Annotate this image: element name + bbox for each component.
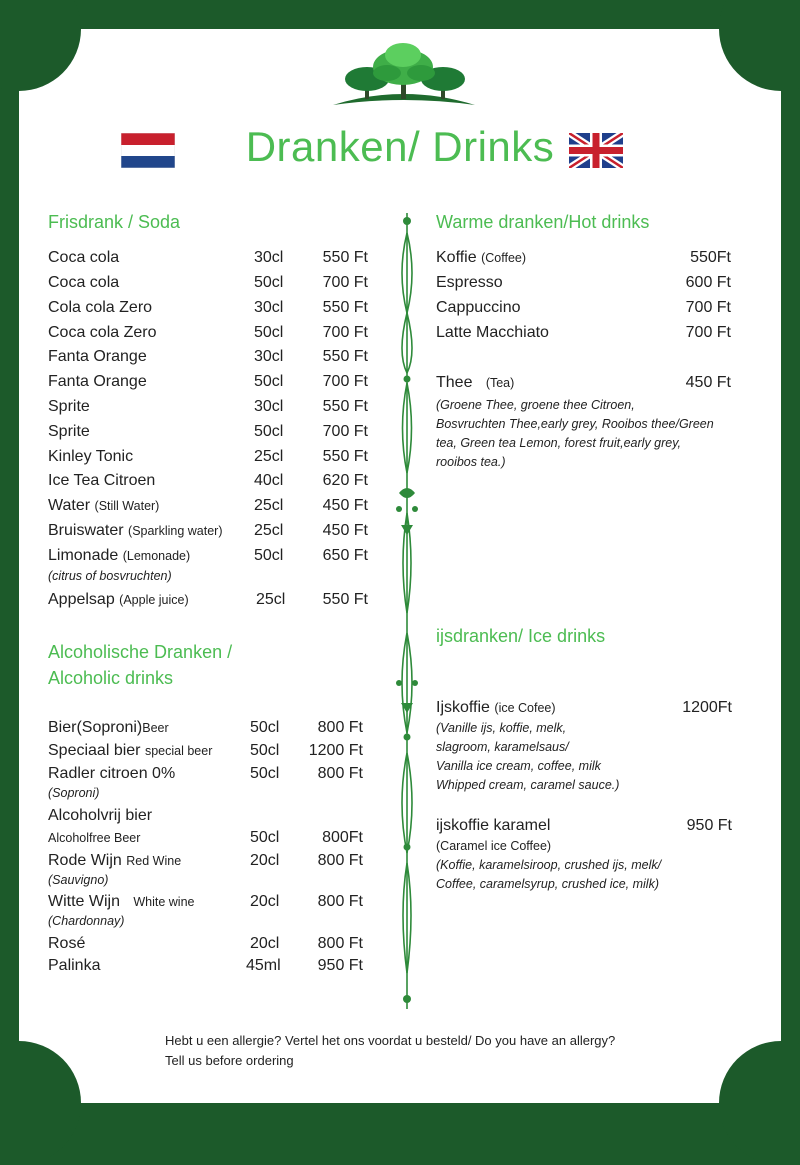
item-size: 50cl	[250, 765, 280, 782]
item-name-group	[48, 764, 175, 784]
item-price: 800 Ft	[317, 893, 363, 910]
desc-line: Whipped cream, caramel sauce.)	[436, 778, 620, 792]
item-name-group	[48, 828, 140, 848]
item-name-group	[436, 248, 526, 268]
item-name: Water	[48, 497, 91, 514]
item-name: Bier(Soproni)	[48, 719, 143, 736]
hot-section-title: Warme dranken/Hot drinks	[436, 212, 650, 232]
item-size: 25cl	[254, 522, 284, 539]
item-size: 50cl	[254, 274, 284, 291]
item-name-group	[48, 447, 133, 467]
item-name-group	[48, 496, 159, 516]
item-price: 800 Ft	[317, 765, 363, 782]
item-price: 550 Ft	[322, 348, 368, 365]
item-price: 450 Ft	[322, 497, 368, 514]
corner-decoration	[719, 0, 800, 91]
item-price: 550 Ft	[322, 398, 368, 415]
item-name: Sprite	[48, 398, 90, 415]
corner-decoration	[719, 1041, 800, 1165]
item-price: 1200 Ft	[308, 742, 363, 759]
item-price: 600 Ft	[685, 274, 731, 291]
item-name-group	[48, 741, 212, 761]
soda-section-title: Frisdrank / Soda	[48, 212, 181, 232]
item-name-group	[48, 590, 189, 610]
item-price: 700 Ft	[322, 324, 368, 341]
menu-page	[19, 29, 781, 1103]
item-note: (Still Water)	[94, 499, 160, 513]
desc-line: Vanilla ice cream, coffee, milk	[436, 759, 601, 773]
allergy-notice	[165, 1031, 615, 1070]
item-size: 20cl	[250, 852, 280, 869]
item-name: Thee	[436, 374, 473, 391]
item-subnote: (Soproni)	[48, 786, 100, 800]
item-name: Fanta Orange	[48, 348, 147, 365]
item-name: Rosé	[48, 935, 86, 952]
item-name-group	[48, 372, 147, 392]
item-name-group	[48, 347, 147, 367]
item-name-group	[48, 471, 155, 491]
item-size: 50cl	[254, 547, 284, 564]
item-note: special beer	[144, 744, 213, 758]
item-size: 20cl	[250, 893, 280, 910]
item-name: Limonade	[48, 547, 119, 564]
item-name-group	[48, 323, 157, 343]
desc-line: slagroom, karamelsaus/	[436, 740, 569, 754]
item-name-group	[48, 422, 90, 442]
item-note: (Sparkling water)	[128, 524, 223, 538]
item-name-group	[48, 851, 181, 871]
desc-line: (Groene Thee, groene thee Citroen,	[436, 398, 635, 412]
item-price: 800 Ft	[317, 719, 363, 736]
item-price: 550 Ft	[322, 591, 368, 608]
desc-line: rooibos tea.)	[436, 455, 506, 469]
item-size: 30cl	[254, 299, 284, 316]
item-size: 30cl	[254, 398, 284, 415]
item-name-group	[48, 718, 169, 738]
tea-description	[436, 396, 746, 472]
alcohol-title-line1: Alcoholische Dranken /	[48, 642, 233, 662]
item-price: 800 Ft	[317, 935, 363, 952]
item-name: Coca cola	[48, 249, 120, 266]
item-price: 700 Ft	[322, 423, 368, 440]
item-name: Appelsap	[48, 591, 115, 608]
item-name: Bruiswater	[48, 522, 124, 539]
item-size: 30cl	[254, 249, 284, 266]
tree-logo	[331, 39, 477, 109]
ice-section-title: ijsdranken/ Ice drinks	[436, 626, 606, 646]
item-name: Coca cola Zero	[48, 324, 157, 341]
item-name: Cappuccino	[436, 299, 521, 316]
item-price: 1200Ft	[682, 699, 732, 716]
ice-coffee-caramel-description	[436, 856, 736, 894]
item-name: Alcoholvrij bier	[48, 807, 153, 824]
item-subnote: (citrus of bosvruchten)	[48, 569, 172, 583]
item-name: Coca cola	[48, 274, 120, 291]
item-name-group	[48, 298, 152, 318]
desc-line: tea, Green tea Lemon, forest fruit,early grey,	[436, 436, 682, 450]
desc-line: (Vanille ijs, koffie, melk,	[436, 721, 567, 735]
item-name-group	[436, 298, 521, 318]
item-note: Beer	[142, 721, 169, 735]
item-price: 450 Ft	[685, 374, 731, 391]
item-name-group	[48, 934, 85, 954]
item-price: 450 Ft	[322, 522, 368, 539]
item-name: Cola cola Zero	[48, 299, 153, 316]
item-name: Palinka	[48, 957, 101, 974]
ice-coffee-description	[436, 719, 736, 795]
item-note: (Lemonade)	[122, 549, 191, 563]
item-subnote: (Sauvigno)	[48, 873, 109, 887]
item-price: 550 Ft	[322, 448, 368, 465]
item-name: Alcoholfree Beer	[48, 831, 141, 845]
item-name-group	[48, 397, 90, 417]
item-price: 550 Ft	[322, 299, 368, 316]
item-price: 620 Ft	[322, 472, 368, 489]
item-price: 800 Ft	[317, 852, 363, 869]
item-name-group	[48, 892, 194, 912]
desc-line: Bosvruchten Thee,early grey, Rooibos thee/Green	[436, 417, 714, 431]
item-name: Ijskoffie	[436, 699, 490, 716]
item-name: ijskoffie karamel	[436, 817, 551, 834]
item-size: 45ml	[246, 957, 281, 974]
item-note: (Coffee)	[481, 251, 527, 265]
item-name: Fanta Orange	[48, 373, 147, 390]
item-subnote: (Chardonnay)	[48, 914, 125, 928]
item-name: Kinley Tonic	[48, 448, 134, 465]
item-price: 700 Ft	[685, 299, 731, 316]
item-name-group	[48, 956, 100, 976]
footer-line: Hebt u een allergie? Vertel het ons voordat u besteld/ Do you have an allergy?	[165, 1033, 616, 1048]
item-note: (Tea)	[485, 376, 515, 390]
item-price: 700 Ft	[685, 324, 731, 341]
corner-decoration	[0, 1041, 81, 1165]
item-size: 20cl	[250, 935, 280, 952]
item-name-group	[48, 546, 190, 566]
item-note: (Apple juice)	[119, 593, 189, 607]
item-price: 950 Ft	[686, 817, 732, 834]
item-name: Latte Macchiato	[436, 324, 549, 341]
item-name: Espresso	[436, 274, 503, 291]
item-price: 550Ft	[690, 249, 731, 266]
item-price: 700 Ft	[322, 373, 368, 390]
item-price: 800Ft	[322, 829, 363, 846]
item-name-group	[436, 323, 549, 343]
item-name: Ice Tea Citroen	[48, 472, 156, 489]
item-size: 25cl	[254, 497, 284, 514]
item-name-group	[48, 521, 223, 541]
item-size: 50cl	[254, 324, 284, 341]
item-name: Radler citroen 0%	[48, 765, 176, 782]
alcohol-section-title	[48, 639, 232, 691]
alcohol-title-line2: Alcoholic drinks	[48, 668, 174, 688]
item-name: Witte Wijn	[48, 893, 120, 910]
page-title: Dranken/ Drinks	[245, 123, 555, 170]
item-size: 50cl	[254, 373, 284, 390]
item-size: 25cl	[256, 591, 286, 608]
ornamental-divider	[393, 213, 421, 1009]
item-name-group	[48, 273, 119, 293]
item-name-group	[48, 806, 152, 826]
item-size: 50cl	[250, 719, 280, 736]
item-name: Koffie	[436, 249, 477, 266]
item-size: 40cl	[254, 472, 284, 489]
item-price: 650 Ft	[322, 547, 368, 564]
item-price: 550 Ft	[322, 249, 368, 266]
item-note: (ice Cofee)	[494, 701, 556, 715]
item-size: 50cl	[250, 742, 280, 759]
item-name-group	[436, 273, 503, 293]
item-size: 25cl	[254, 448, 284, 465]
item-price: 700 Ft	[322, 274, 368, 291]
item-price: 950 Ft	[317, 957, 363, 974]
item-size: 50cl	[254, 423, 284, 440]
item-name-group	[48, 248, 119, 268]
desc-line: Coffee, caramelsyrup, crushed ice, milk)	[436, 877, 659, 891]
item-name: Sprite	[48, 423, 90, 440]
footer-line: Tell us before ordering	[165, 1052, 294, 1068]
item-size: 30cl	[254, 348, 284, 365]
item-note: White wine	[133, 895, 195, 909]
item-name: Rode Wijn	[48, 852, 122, 869]
item-name: Speciaal bier	[48, 742, 141, 759]
item-note: Red Wine	[126, 854, 182, 868]
desc-line: (Koffie, karamelsiroop, crushed ijs, melk/	[436, 858, 662, 872]
corner-decoration	[0, 0, 81, 91]
item-size: 50cl	[250, 829, 280, 846]
item-note: (Caramel ice Coffee)	[436, 839, 552, 853]
